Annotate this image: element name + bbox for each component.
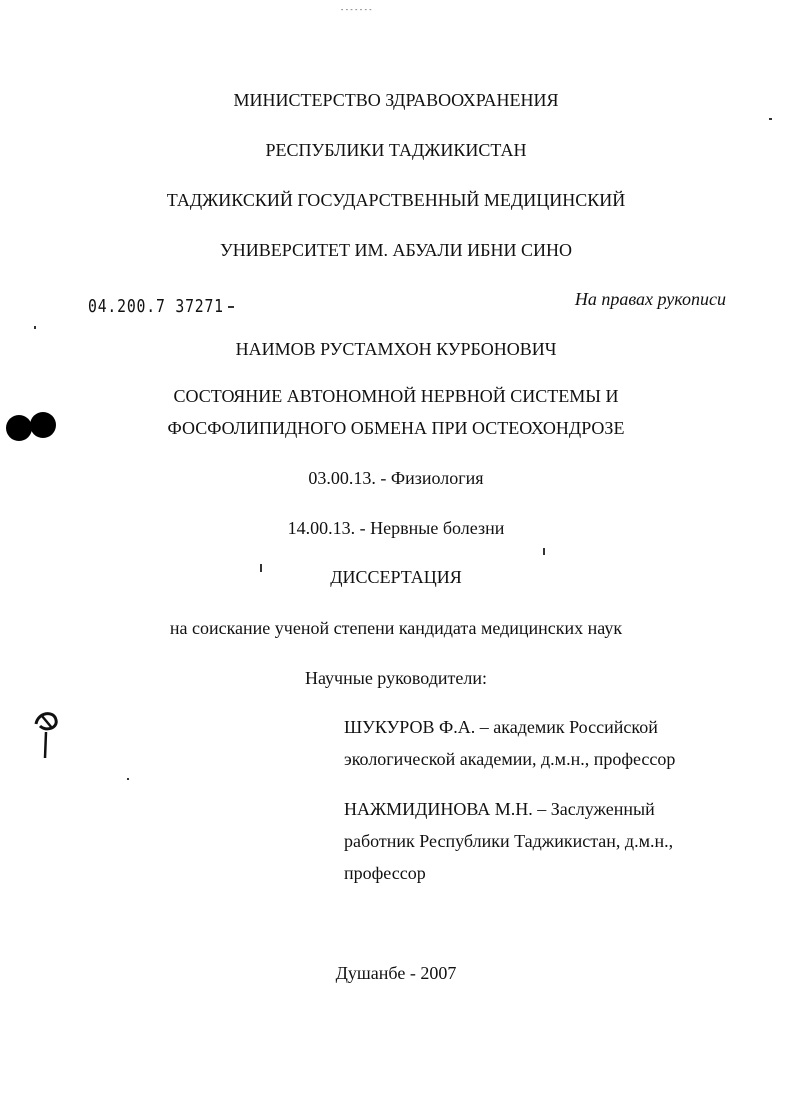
ministry-line: МИНИСТЕРСТВО ЗДРАВООХРАНЕНИЯ [233,90,559,110]
thesis-title-line-1: СОСТОЯНИЕ АВТОНОМНОЙ НЕРВНОЙ СИСТЕМЫ И [173,386,619,406]
university-line-1: ТАДЖИКСКИЙ ГОСУДАРСТВЕННЫЙ МЕДИЦИНСКИЙ [166,190,626,210]
scan-speck [769,118,772,120]
place-year: Душанбе - 2007 [335,963,457,983]
advisor-2-line-1: НАЖМИДИНОВА М.Н. – Заслуженный [344,799,655,819]
pen-mark-icon [28,706,64,762]
degree-line: на соискание ученой степени кандидата медицинских наук [169,618,623,638]
scan-speck [127,778,129,780]
punch-hole-right [30,412,56,438]
specialty-physiology: 03.00.13. - Физиология [308,468,484,488]
advisor-1-line-1: ШУКУРОВ Ф.А. – академик Российской [344,717,658,737]
advisor-1-line-2: экологической академии, д.м.н., профессор [344,749,676,769]
advisor-2-line-2: работник Республики Таджикистан, д.м.н., [344,831,674,851]
thesis-title-line-2: ФОСФОЛИПИДНОГО ОБМЕНА ПРИ ОСТЕОХОНДРОЗЕ [167,418,625,438]
punch-hole-left [6,415,32,441]
university-line-2: УНИВЕРСИТЕТ ИМ. АБУАЛИ ИБНИ СИНО [219,240,573,260]
scan-speck [34,326,36,329]
scan-header-marks: ------- [340,6,374,14]
advisors-heading: Научные руководители: [304,668,488,688]
republic-line: РЕСПУБЛИКИ ТАДЖИКИСТАН [265,140,527,160]
rights-note: На правах рукописи [574,289,726,309]
advisor-2-line-3: профессор [344,863,426,883]
scan-speck [543,548,545,555]
scan-speck [260,564,262,572]
registration-number: 04.200.7 37271 [88,296,224,317]
scan-speck [228,306,234,308]
document-type: ДИССЕРТАЦИЯ [330,567,462,587]
author-name: НАИМОВ РУСТАМХОН КУРБОНОВИЧ [235,339,557,359]
specialty-neurology: 14.00.13. - Нервные болезни [287,518,505,538]
